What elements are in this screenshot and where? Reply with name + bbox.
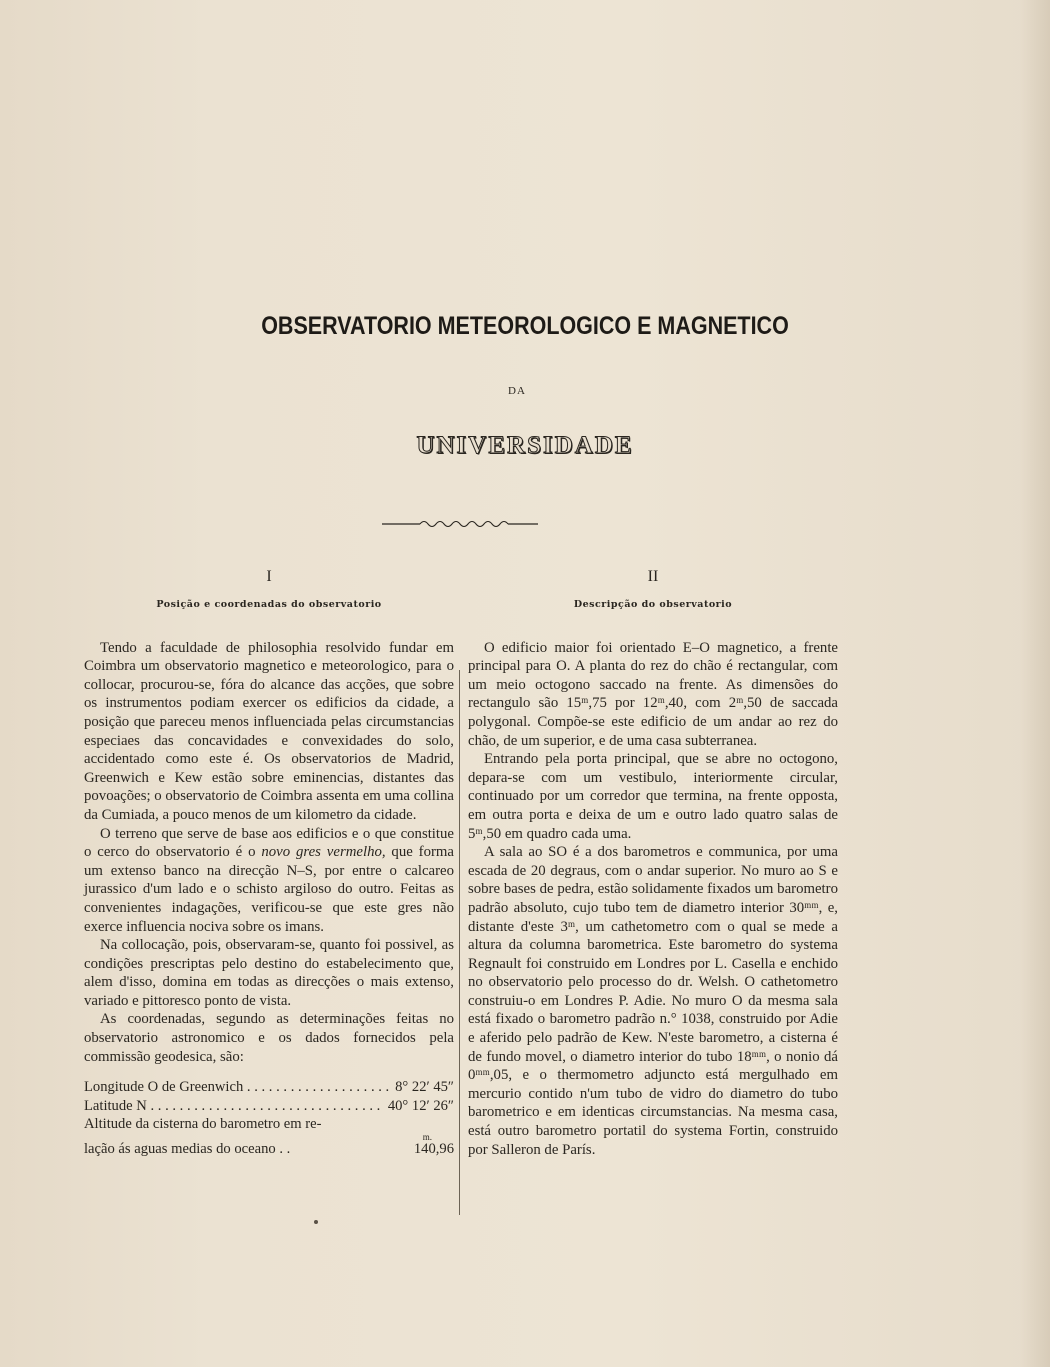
paragraph	[84, 825, 454, 937]
section-heading: Posição e coordenadas do observatorio	[156, 599, 382, 610]
ink-speck	[314, 1220, 318, 1224]
paragraph-text: que forma um extenso banco na direcção N–S, por entre o calcareo jurassico d'um lado e o schisto argiloso do outro. Feitas as convenientes indagações, verificou-se que este gres não exerce influencia nociva sobre os imans.	[84, 844, 454, 935]
paragraph: Tendo a faculdade de philosophia resolvido fundar em Coimbra um observatorio magnetico e meteorologico, para o collocar, procurou-se, fóra do alcance das acções, que sobre os instrumentos podiam exercer os edificios da cidade, a posição que pareceu menos influenciada pelas circumstancias especiaes das concavidades e convexidades do solo, accidentado como este é. Os observatorios de Madrid, Greenwich e Kew estão sobre eminencias, distantes das povoações; o observatorio de Coimbra assenta em uma collina da Cumiada, a pouco menos de um kilometro da cidade.	[84, 639, 454, 823]
page-edge-shadow	[1020, 0, 1050, 1367]
coordinate-value: 8° 22′ 45″	[395, 1079, 454, 1096]
coordinate-unit: m.	[422, 1132, 432, 1143]
title-connector: DA	[508, 385, 526, 397]
coordinate-label: Latitude N . . .	[84, 1097, 382, 1116]
coordinate-label: Longitude O de Greenwich . . .	[84, 1078, 389, 1097]
paragraph: A sala ao SO é a dos barometros e communica, por uma escada de 20 degraus, com o andar superior. No muro ao S e sobre bases de pedra, estão solidamente fixados um barometro padrão absoluto, cujo tubo tem de diametro interior 30ᵐᵐ, e, distante d'este 3ᵐ, um cathetometro com o qual se mede a altura da columna barometrica. Este barometro do systema Regnault foi construido em Londres por L. Casella e enchido no observatorio pelo processo do dr. Welsh. O cathetometro construiu-o em Londres P. Adie. No muro O da mesma sala está fixado o barometro padrão n.° 1038, construido por Adie e aferido pelo padrão de Kew. N'este barometro, a cisterna é de fundo movel, o diametro interior do tubo 18ᵐᵐ, o nonio dá 0ᵐᵐ,05, e o thermometro adjuncto está mergulhado em mercurio contido n'um tubo de vidro do diametro do tubo barometrico e em identicas circumstancias. Na mesma casa, está outro barometro portatil do systema Fortin, construido por Salleron de París.	[468, 844, 838, 1158]
section-numeral: I	[266, 568, 272, 585]
paragraph: As coordenadas, segundo as determinações feitas no observatorio astronomico e os dados fornecidos pela commissão geodesica, são:	[84, 1011, 454, 1065]
section-heading: Descripção do observatorio	[573, 599, 733, 610]
coordinate-value: 40° 12′ 26″	[387, 1097, 454, 1114]
coordinate-row	[84, 1115, 454, 1134]
institution-title	[0, 432, 1050, 460]
page-title: OBSERVATORIO METEOROLOGICO E MAGNETICO	[261, 312, 789, 340]
coordinate-value: 140,96	[413, 1141, 454, 1158]
coordinates-table	[84, 1078, 454, 1158]
section-one-column	[84, 568, 454, 1159]
section-two-column	[468, 568, 838, 1159]
paragraph: O edificio maior foi orientado E–O magnetico, a frente principal para O. A planta do rez do chão é rectangular, com um meio octogono saccado na frente. As dimensões do rectangulo são 15ᵐ,75 por 12ᵐ,40, com 2ᵐ,50 de saccada polygonal. Compõe-se este edificio de um andar ao rez do chão, de um superior, e de uma casa subterranea.	[468, 639, 838, 749]
coordinate-label: Altitude da cisterna do barometro em re-	[84, 1116, 322, 1133]
coordinate-row	[84, 1078, 454, 1097]
coordinate-row	[84, 1097, 454, 1116]
section-numeral: II	[647, 568, 659, 585]
coordinate-label: lação ás aguas medias do oceano . .	[84, 1141, 291, 1158]
column-divider	[459, 670, 460, 1215]
paragraph-emphasis: novo gres vermelho,	[261, 844, 386, 861]
coordinate-value	[448, 1115, 454, 1134]
coordinate-row	[84, 1140, 454, 1159]
paragraph-text: O terreno que serve de base aos edificios e o que constitue o cerco do observatorio é o	[84, 825, 454, 861]
institution-title-text: UNIVERSIDADE	[416, 432, 634, 459]
paragraph: Entrando pela porta principal, que se abre no octogono, depara-se com um vestibulo, interiormente circular, continuado por um corredor que termina, na frente opposta, em outra porta e deixa de um e outro lado quatro salas de 5ᵐ,50 em quadro cada uma.	[468, 751, 838, 842]
paragraph: Na collocação, pois, observaram-se, quanto foi possivel, as condições prescriptas pelo destino do estabelecimento que, alem d'isso, domina em todas as direcções o mais extenso, variado e pittoresco ponto de vista.	[84, 937, 454, 1009]
wavy-rule-ornament-icon	[380, 515, 540, 533]
